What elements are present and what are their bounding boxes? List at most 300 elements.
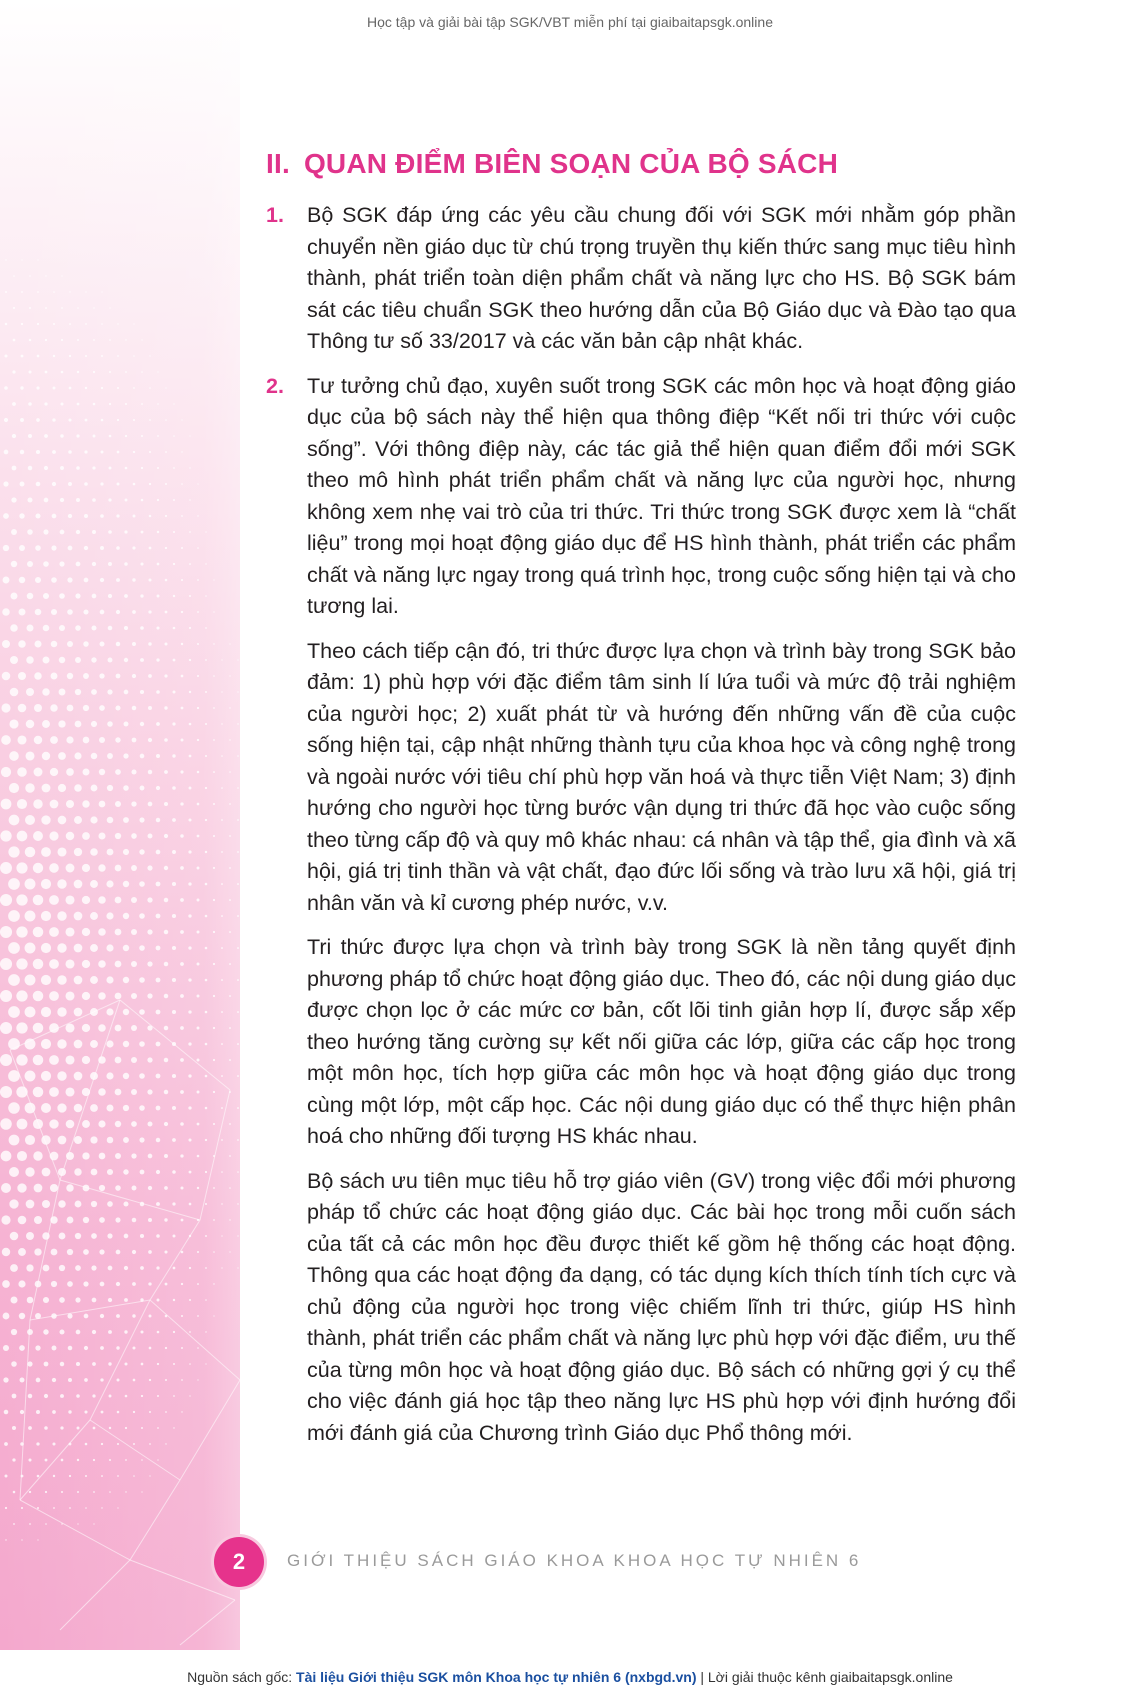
halftone-dot	[157, 467, 159, 469]
halftone-dot	[172, 754, 175, 757]
halftone-dot	[51, 1281, 57, 1287]
halftone-dot	[164, 1090, 168, 1094]
halftone-dot	[84, 482, 88, 486]
halftone-dot	[100, 1314, 104, 1318]
halftone-dot	[156, 1266, 159, 1269]
halftone-dot	[188, 1138, 191, 1141]
halftone-dot	[189, 691, 191, 693]
halftone-dot	[11, 529, 17, 535]
halftone-dot	[98, 928, 106, 936]
halftone-dot	[115, 801, 121, 807]
halftone-dot	[109, 467, 112, 470]
halftone-dot	[205, 627, 207, 629]
halftone-dot	[115, 865, 122, 872]
halftone-dot	[82, 1056, 90, 1064]
halftone-dot	[173, 467, 175, 469]
halftone-dot	[57, 911, 66, 920]
halftone-dot	[117, 451, 120, 454]
halftone-dot	[18, 1248, 26, 1256]
halftone-dot	[91, 1265, 96, 1270]
halftone-dot	[148, 1186, 152, 1190]
halftone-dot	[25, 879, 36, 890]
halftone-dot	[107, 721, 113, 727]
halftone-dot	[172, 914, 176, 918]
halftone-dot	[188, 882, 191, 885]
halftone-dot	[16, 894, 27, 905]
halftone-dot	[45, 307, 47, 309]
halftone-dot	[157, 1427, 159, 1429]
halftone-dot	[21, 355, 24, 358]
halftone-dot	[213, 643, 214, 644]
halftone-dot	[82, 768, 89, 775]
halftone-dot	[25, 1135, 35, 1145]
halftone-dot	[140, 1330, 143, 1333]
halftone-dot	[148, 834, 153, 839]
halftone-dot	[115, 993, 122, 1000]
halftone-dot	[77, 307, 79, 309]
halftone-dot	[27, 497, 32, 502]
halftone-dot	[76, 562, 81, 567]
halftone-dot	[26, 720, 35, 729]
halftone-dot	[109, 339, 111, 341]
halftone-dot	[0, 830, 11, 841]
halftone-dot	[36, 1442, 39, 1445]
halftone-dot	[115, 1121, 121, 1127]
halftone-dot	[93, 1491, 95, 1493]
halftone-dot	[84, 1378, 88, 1382]
halftone-dot	[18, 704, 27, 713]
halftone-dot	[100, 546, 104, 550]
halftone-dot	[237, 691, 238, 692]
halftone-dot	[59, 625, 65, 631]
halftone-dot	[82, 1152, 89, 1159]
halftone-dot	[164, 994, 168, 998]
halftone-dot	[20, 450, 24, 454]
halftone-dot	[125, 339, 126, 340]
halftone-dot	[229, 1219, 230, 1220]
halftone-dot	[100, 578, 104, 582]
halftone-dot	[189, 1331, 191, 1333]
halftone-dot	[197, 611, 199, 613]
halftone-dot	[66, 832, 75, 841]
halftone-dot	[237, 1107, 239, 1109]
source-link[interactable]: Tài liệu Giới thiệu SGK môn Khoa học tự nhiên 6 (nxbgd.vn)	[296, 1669, 697, 1685]
halftone-dot	[52, 1442, 55, 1445]
halftone-dot	[2, 672, 11, 681]
halftone-dot	[58, 1136, 67, 1145]
halftone-dot	[25, 815, 35, 825]
halftone-dot	[60, 530, 65, 535]
halftone-dot	[10, 624, 18, 632]
halftone-dot	[132, 546, 135, 549]
halftone-dot	[45, 371, 48, 374]
halftone-dot	[237, 723, 238, 724]
halftone-dot	[117, 387, 119, 389]
section-number: II.	[266, 148, 290, 179]
halftone-dot	[82, 896, 90, 904]
halftone-dot	[213, 739, 215, 741]
halftone-dot	[92, 1298, 97, 1303]
halftone-dot	[116, 674, 121, 679]
halftone-dot	[99, 673, 104, 678]
halftone-dot	[172, 850, 176, 854]
halftone-dot	[156, 818, 160, 822]
halftone-dot	[125, 371, 127, 373]
halftone-dot	[157, 499, 159, 501]
halftone-dot	[33, 863, 43, 873]
halftone-dot	[180, 1090, 184, 1094]
page-number-badge: 2	[214, 1537, 264, 1587]
halftone-dot	[3, 1313, 10, 1320]
halftone-dot	[188, 1106, 191, 1109]
halftone-dot	[51, 609, 57, 615]
halftone-dot	[188, 1042, 191, 1045]
halftone-dot	[181, 451, 182, 452]
halftone-dot	[13, 1523, 15, 1525]
halftone-dot	[69, 387, 72, 390]
halftone-dot	[124, 1362, 127, 1365]
halftone-dot	[3, 545, 9, 551]
halftone-dot	[3, 1377, 8, 1382]
halftone-dot	[116, 1346, 119, 1349]
halftone-dot	[124, 594, 128, 598]
halftone-dot	[229, 771, 231, 773]
halftone-dot	[57, 943, 66, 952]
halftone-dot	[173, 627, 176, 630]
item-number: 1.	[266, 203, 284, 227]
halftone-dot	[165, 643, 168, 646]
halftone-dot	[12, 1458, 15, 1461]
halftone-dot	[165, 483, 167, 485]
halftone-dot	[10, 1264, 18, 1272]
halftone-dot	[157, 403, 159, 405]
halftone-dot	[9, 751, 19, 761]
halftone-dot	[173, 531, 175, 533]
halftone-dot	[2, 1280, 10, 1288]
halftone-dot	[131, 1025, 137, 1031]
halftone-dot	[180, 962, 184, 966]
halftone-dot	[133, 419, 135, 421]
halftone-dot	[117, 1379, 120, 1382]
halftone-dot	[221, 659, 222, 660]
halftone-dot	[213, 1123, 215, 1125]
halftone-dot	[1, 735, 11, 745]
halftone-dot	[4, 386, 8, 390]
halftone-dot	[205, 1331, 206, 1332]
halftone-dot	[16, 862, 27, 873]
halftone-dot	[16, 1022, 27, 1033]
halftone-dot	[165, 387, 166, 388]
halftone-dot	[221, 1043, 223, 1045]
halftone-dot	[11, 561, 17, 567]
halftone-dot	[19, 1313, 25, 1319]
halftone-dot	[123, 881, 129, 887]
halftone-dot	[180, 1186, 183, 1189]
halftone-dot	[57, 1103, 66, 1112]
halftone-dot	[90, 848, 98, 856]
halftone-dot	[133, 355, 135, 357]
halftone-dot	[140, 658, 144, 662]
halftone-dot	[197, 899, 200, 902]
halftone-dot	[139, 1105, 145, 1111]
halftone-dot	[58, 1200, 65, 1207]
halftone-dot	[140, 786, 145, 791]
halftone-dot	[116, 1314, 120, 1318]
halftone-dot	[84, 514, 88, 518]
halftone-dot	[149, 1475, 150, 1476]
halftone-dot	[84, 1314, 89, 1319]
halftone-dot	[197, 1091, 200, 1094]
halftone-dot	[42, 688, 49, 695]
halftone-dot	[77, 1491, 79, 1493]
halftone-dot	[116, 546, 120, 550]
halftone-dot	[188, 850, 191, 853]
halftone-dot	[221, 691, 222, 692]
halftone-dot	[92, 1394, 95, 1397]
halftone-dot	[101, 355, 103, 357]
halftone-dot	[67, 1217, 74, 1224]
halftone-dot	[77, 339, 79, 341]
halftone-dot	[106, 912, 113, 919]
halftone-dot	[51, 577, 57, 583]
halftone-dot	[42, 752, 50, 760]
halftone-dot	[4, 1410, 9, 1415]
halftone-dot	[141, 1395, 143, 1397]
halftone-dot	[17, 1119, 28, 1130]
halftone-dot	[61, 275, 62, 276]
halftone-dot	[60, 498, 64, 502]
halftone-dot	[124, 1266, 128, 1270]
halftone-dot	[84, 450, 87, 453]
halftone-dot	[0, 958, 12, 970]
halftone-dot	[106, 1072, 113, 1079]
halftone-dot	[115, 1089, 122, 1096]
halftone-dot	[156, 882, 161, 887]
halftone-dot	[172, 882, 176, 886]
halftone-dot	[98, 1088, 106, 1096]
halftone-dot	[181, 1315, 183, 1317]
halftone-dot	[221, 947, 223, 949]
halftone-dot	[82, 832, 90, 840]
halftone-dot	[172, 978, 176, 982]
halftone-dot	[141, 339, 142, 340]
halftone-dot	[149, 355, 150, 356]
halftone-dot	[92, 498, 96, 502]
halftone-dot	[44, 402, 47, 405]
halftone-dot	[5, 259, 6, 260]
halftone-dot	[90, 976, 98, 984]
halftone-dot	[33, 1023, 44, 1034]
halftone-dot	[49, 959, 59, 969]
halftone-dot	[164, 674, 167, 677]
halftone-dot	[180, 1154, 183, 1157]
halftone-dot	[75, 1233, 81, 1239]
halftone-dot	[74, 880, 83, 889]
halftone-dot	[8, 846, 19, 857]
halftone-dot	[26, 1264, 33, 1271]
halftone-dot	[172, 1170, 176, 1174]
halftone-dot	[59, 657, 65, 663]
halftone-dot	[165, 579, 168, 582]
halftone-dot	[165, 1347, 167, 1349]
halftone-dot	[197, 643, 199, 645]
decorative-side-pattern	[0, 0, 240, 1650]
footer-book-title: GIỚI THIỆU SÁCH GIÁO KHOA KHOA HỌC TỰ NHIÊN 6	[287, 1551, 862, 1570]
halftone-dot	[50, 736, 58, 744]
halftone-dot	[139, 1041, 145, 1047]
halftone-dot	[91, 657, 96, 662]
halftone-dot	[65, 959, 74, 968]
halftone-dot	[237, 787, 239, 789]
halftone-dot	[108, 498, 111, 501]
halftone-dot	[83, 1281, 88, 1286]
halftone-dot	[0, 990, 12, 1002]
halftone-dot	[173, 1331, 175, 1333]
halftone-dot	[108, 562, 112, 566]
halftone-dot	[108, 530, 112, 534]
halftone-dot	[140, 594, 143, 597]
halftone-dot	[9, 783, 19, 793]
halftone-dot	[131, 1057, 137, 1063]
section-heading	[266, 148, 1016, 180]
halftone-dot	[75, 689, 81, 695]
halftone-dot	[221, 1203, 222, 1204]
halftone-dot	[213, 867, 215, 869]
halftone-dot	[180, 802, 183, 805]
halftone-dot	[45, 1491, 47, 1493]
halftone-dot	[132, 1218, 137, 1223]
halftone-dot	[18, 640, 26, 648]
halftone-dot	[164, 962, 168, 966]
halftone-dot	[45, 1523, 47, 1525]
halftone-dot	[41, 815, 50, 824]
halftone-dot	[140, 690, 144, 694]
halftone-dot	[205, 595, 207, 597]
halftone-dot	[26, 624, 33, 631]
halftone-dot	[59, 689, 66, 696]
halftone-dot	[237, 1235, 238, 1236]
halftone-dot	[213, 1283, 214, 1284]
halftone-dot	[28, 402, 32, 406]
halftone-dot	[53, 1475, 55, 1477]
halftone-dot	[77, 1459, 79, 1461]
halftone-dot	[82, 992, 90, 1000]
halftone-dot	[107, 1233, 112, 1238]
halftone-dot	[61, 307, 63, 309]
halftone-dot	[51, 673, 58, 680]
halftone-dot	[83, 609, 88, 614]
halftone-dot	[205, 851, 207, 853]
halftone-dot	[188, 1010, 191, 1013]
halftone-dot	[18, 1216, 27, 1225]
halftone-dot	[107, 689, 112, 694]
halftone-dot	[43, 1297, 49, 1303]
halftone-dot	[8, 1006, 20, 1018]
halftone-dot	[68, 1410, 71, 1413]
halftone-dot	[90, 1040, 98, 1048]
halftone-dot	[74, 848, 82, 856]
halftone-dot	[197, 1379, 198, 1380]
halftone-dot	[139, 1073, 145, 1079]
halftone-dot	[67, 1249, 73, 1255]
halftone-dot	[125, 1395, 128, 1398]
halftone-dot	[189, 435, 190, 436]
halftone-dot	[41, 847, 51, 857]
halftone-dot	[157, 1395, 159, 1397]
halftone-dot	[181, 675, 184, 678]
halftone-dot	[181, 611, 183, 613]
halftone-dot	[205, 1107, 208, 1110]
halftone-dot	[125, 467, 128, 470]
halftone-dot	[156, 626, 159, 629]
halftone-dot	[189, 627, 191, 629]
halftone-dot	[61, 1459, 64, 1462]
halftone-dot	[165, 547, 167, 549]
halftone-dot	[21, 259, 22, 260]
halftone-dot	[147, 1057, 152, 1062]
halftone-dot	[91, 721, 97, 727]
halftone-dot	[51, 641, 58, 648]
halftone-dot	[83, 705, 89, 711]
halftone-dot	[59, 1233, 66, 1240]
halftone-dot	[98, 960, 106, 968]
halftone-dot	[165, 515, 167, 517]
halftone-dot	[43, 657, 50, 664]
halftone-dot	[108, 658, 113, 663]
halftone-dot	[20, 1410, 24, 1414]
halftone-dot	[74, 1072, 83, 1081]
halftone-dot	[68, 1378, 72, 1382]
halftone-dot	[197, 1283, 199, 1285]
halftone-dot	[139, 817, 144, 822]
halftone-dot	[82, 1024, 90, 1032]
halftone-dot	[41, 1071, 51, 1081]
halftone-dot	[117, 483, 120, 486]
halftone-dot	[205, 1043, 208, 1046]
halftone-dot	[36, 1378, 41, 1383]
halftone-dot	[229, 1059, 231, 1061]
halftone-dot	[165, 1283, 168, 1286]
halftone-dot	[141, 531, 144, 534]
halftone-dot	[44, 1426, 48, 1430]
halftone-dot	[84, 1410, 87, 1413]
halftone-dot	[164, 706, 167, 709]
halftone-dot	[229, 995, 231, 997]
halftone-dot	[165, 1443, 166, 1444]
halftone-dot	[188, 1074, 191, 1077]
halftone-dot	[25, 1071, 36, 1082]
halftone-dot	[117, 1475, 119, 1477]
halftone-dot	[2, 640, 10, 648]
halftone-dot	[124, 530, 127, 533]
halftone-dot	[221, 1139, 223, 1141]
halftone-dot	[132, 706, 137, 711]
halftone-dot	[85, 419, 88, 422]
halftone-dot	[99, 1249, 104, 1254]
halftone-dot	[74, 1008, 83, 1017]
halftone-dot	[147, 929, 152, 934]
halftone-dot	[108, 626, 113, 631]
halftone-dot	[1, 1183, 11, 1193]
halftone-dot	[59, 561, 64, 566]
halftone-dot	[41, 1103, 51, 1113]
halftone-dot	[65, 927, 74, 936]
halftone-dot	[98, 1024, 106, 1032]
halftone-dot	[189, 1363, 191, 1365]
halftone-dot	[157, 531, 159, 533]
halftone-dot	[67, 641, 73, 647]
halftone-dot	[147, 1089, 152, 1094]
